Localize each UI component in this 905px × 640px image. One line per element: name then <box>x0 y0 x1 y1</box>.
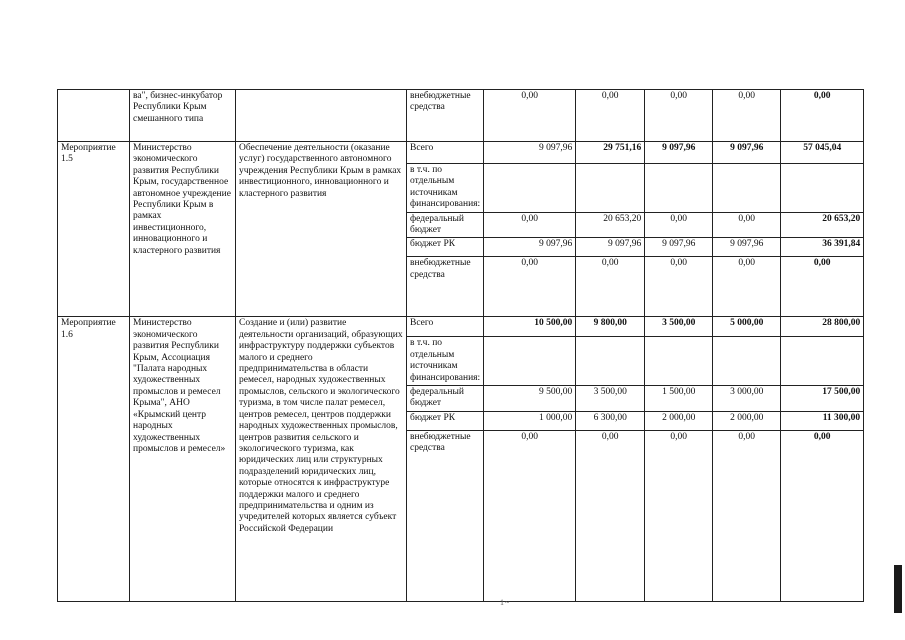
value-cell <box>713 337 781 386</box>
value-cell: 29 751,16 <box>576 142 645 164</box>
value-cell <box>484 337 576 386</box>
value-cell: 2 000,00 <box>713 411 781 430</box>
value-cell <box>713 164 781 213</box>
source-label: в т.ч. по отдельным источникам финансирования: <box>407 337 484 386</box>
value-cell: 0,00 <box>576 430 645 601</box>
value-cell: 0,00 <box>645 430 713 601</box>
executor-cell: ва", бизнес-инкубатор Республики Крым смешанного типа <box>130 90 236 142</box>
value-cell <box>645 164 713 213</box>
value-cell <box>576 337 645 386</box>
value-cell: 0,00 <box>645 257 713 317</box>
source-label: федеральный бюджет <box>407 386 484 412</box>
value-cell: 0,00 <box>645 212 713 238</box>
source-label: внебюджетные средства <box>407 257 484 317</box>
total-cell: 0,00 <box>781 90 864 142</box>
total-cell <box>781 337 864 386</box>
value-cell: 0,00 <box>484 212 576 238</box>
executor-cell: Министерство экономического развития Республики Крым, государственное автономное учреждение Республики Крым в рамках инвестиционного, инновационного и кластерного развития <box>130 142 236 317</box>
value-cell: 0,00 <box>713 257 781 317</box>
value-cell: 9 097,96 <box>713 142 781 164</box>
value-cell: 0,00 <box>713 430 781 601</box>
description-cell: Создание и (или) развитие деятельности организаций, образующих инфраструктуру поддержки субъектов малого и среднего предпринимательства в области ремесел, народных художественных промыслов, сельского и экологического туризма, в том числе палат ремесел, центров ремесел, центров поддержки народных художественных промыслов, центров развития сельского и экологического туризма, как юридических лиц или структурных подразделений юридических лиц, которые относятся к инфраструктуре поддержки малого и среднего предпринимательства и одним из учредителей которых является субъект Российской Федерации <box>236 317 407 601</box>
value-cell: 9 097,96 <box>484 142 576 164</box>
source-label: Всего <box>407 317 484 337</box>
value-cell: 0,00 <box>713 212 781 238</box>
description-cell <box>236 90 407 142</box>
measure-name-cell: Мероприятие 1.5 <box>58 142 130 317</box>
table-row <box>58 317 864 337</box>
source-label: федеральный бюджет <box>407 212 484 238</box>
source-label: внебюджетные средства <box>407 90 484 142</box>
value-cell: 3 500,00 <box>645 317 713 337</box>
description-cell: Обеспечение деятельности (оказание услуг) государственного автономного учреждения Республики Крым в рамках инвестиционного, инновационного и кластерного развития <box>236 142 407 317</box>
value-cell: 0,00 <box>484 90 576 142</box>
total-cell: 0,00 <box>781 430 864 601</box>
total-cell: 36 391,84 <box>781 238 864 257</box>
source-label: внебюджетные средства <box>407 430 484 601</box>
value-cell: 0,00 <box>484 430 576 601</box>
value-cell: 6 300,00 <box>576 411 645 430</box>
value-cell: 1 500,00 <box>645 386 713 412</box>
value-cell: 2 000,00 <box>645 411 713 430</box>
value-cell: 3 500,00 <box>576 386 645 412</box>
total-cell: 20 653,20 <box>781 212 864 238</box>
value-cell: 9 097,96 <box>645 142 713 164</box>
value-cell: 0,00 <box>713 90 781 142</box>
value-cell: 9 800,00 <box>576 317 645 337</box>
table-row <box>58 142 864 164</box>
total-cell: 28 800,00 <box>781 317 864 337</box>
total-cell <box>781 164 864 213</box>
value-cell: 3 000,00 <box>713 386 781 412</box>
budget-table <box>57 89 864 602</box>
value-cell: 0,00 <box>645 90 713 142</box>
value-cell: 9 097,96 <box>713 238 781 257</box>
value-cell: 0,00 <box>576 90 645 142</box>
value-cell: 20 653,20 <box>576 212 645 238</box>
measure-name-cell: Мероприятие 1.6 <box>58 317 130 601</box>
value-cell: 0,00 <box>576 257 645 317</box>
value-cell <box>645 337 713 386</box>
page-mark: 1~ <box>500 598 511 607</box>
value-cell: 10 500,00 <box>484 317 576 337</box>
source-label: Всего <box>407 142 484 164</box>
value-cell: 9 097,96 <box>645 238 713 257</box>
value-cell <box>576 164 645 213</box>
source-label: бюджет РК <box>407 411 484 430</box>
total-cell: 0,00 <box>781 257 864 317</box>
total-cell: 11 300,00 <box>781 411 864 430</box>
source-label: бюджет РК <box>407 238 484 257</box>
value-cell: 5 000,00 <box>713 317 781 337</box>
executor-cell: Министерство экономического развития Республики Крым, Ассоциация "Палата народных художественных промыслов и ремесел Крыма", АНО «Крымский центр народных художественных промыслов и ремесел» <box>130 317 236 601</box>
value-cell: 1 000,00 <box>484 411 576 430</box>
value-cell: 9 097,96 <box>576 238 645 257</box>
total-cell: 17 500,00 <box>781 386 864 412</box>
source-label: в т.ч. по отдельным источникам финансирования: <box>407 164 484 213</box>
scan-edge-mark <box>894 565 902 613</box>
value-cell: 9 097,96 <box>484 238 576 257</box>
value-cell: 9 500,00 <box>484 386 576 412</box>
total-cell: 57 045,04 <box>781 142 864 164</box>
measure-name-cell <box>58 90 130 142</box>
table-row <box>58 90 864 142</box>
value-cell <box>484 164 576 213</box>
value-cell: 0,00 <box>484 257 576 317</box>
